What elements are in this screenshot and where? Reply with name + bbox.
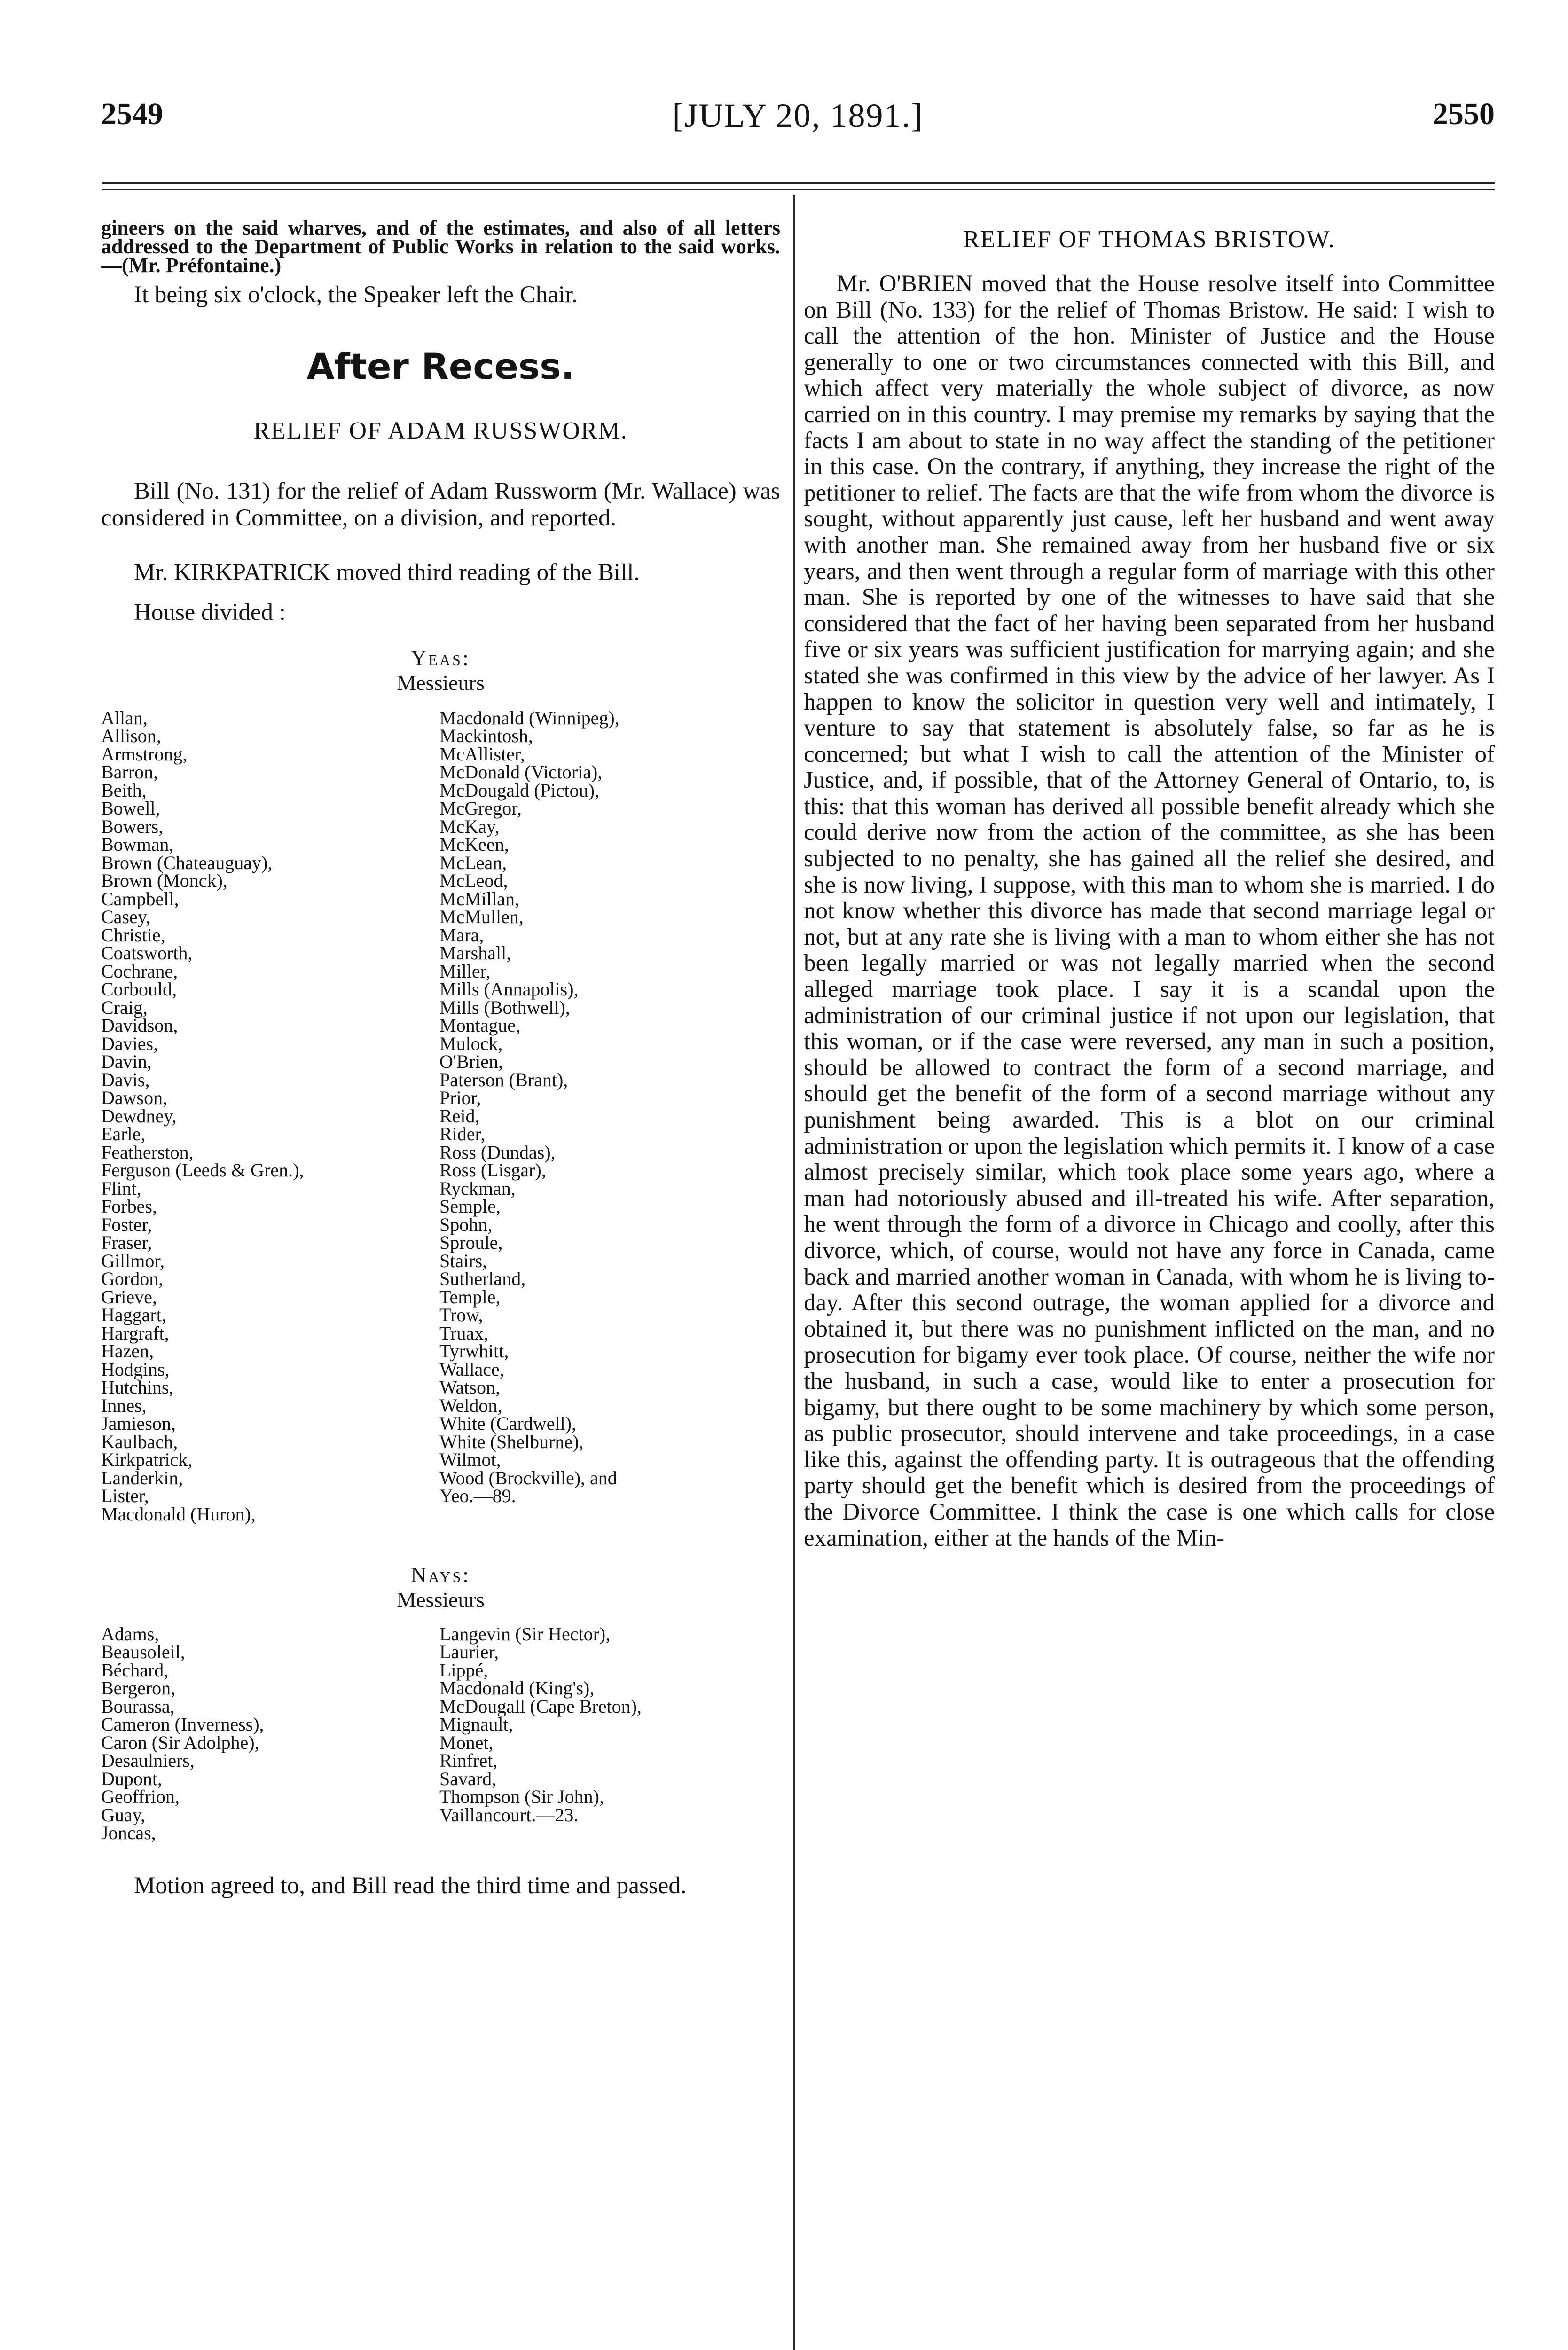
member-name: Allison, [101, 725, 161, 746]
member-name: Bowell, [101, 798, 160, 819]
member-name: Savard, [439, 1768, 497, 1789]
member-name: Forbes, [101, 1196, 157, 1217]
member-name: Paterson (Brant), [439, 1069, 568, 1090]
member-name: Earle, [101, 1123, 146, 1144]
member-name: Beith, [101, 779, 147, 801]
member-name: Davies, [101, 1033, 158, 1054]
member-name: Ross (Lisgar), [439, 1159, 546, 1181]
member-name: Hargraft, [101, 1322, 169, 1344]
member-name: Hodgins, [101, 1358, 170, 1380]
member-name: Macdonald (Winnipeg), [439, 707, 619, 728]
member-name: Watson, [439, 1377, 500, 1398]
member-name: Wood (Brockville), and [439, 1467, 617, 1488]
member-name: Innes, [101, 1394, 147, 1416]
member-name: Casey, [101, 906, 151, 927]
member-name: Ryckman, [439, 1177, 516, 1199]
member-name: Craig, [101, 996, 148, 1018]
header-rule-bottom [102, 189, 1495, 190]
member-name: Tyrwhitt, [439, 1340, 509, 1362]
member-name: Sproule, [439, 1232, 503, 1253]
member-name: White (Cardwell), [439, 1413, 576, 1434]
member-name: Hutchins, [101, 1377, 174, 1398]
member-name: Mackintosh, [439, 725, 533, 746]
member-name: Foster, [101, 1214, 152, 1235]
bristow-heading: RELIEF OF THOMAS BRISTOW. [963, 226, 1335, 253]
kirkpatrick-paragraph: Mr. KIRKPATRICK moved third reading of the Bill. [134, 559, 640, 586]
member-name: Thompson (Sir John), [439, 1786, 604, 1807]
member-name: Wallace, [439, 1358, 504, 1380]
member-name: Davidson, [101, 1015, 178, 1036]
member-name: Monet, [439, 1731, 494, 1753]
motion-paragraph: Motion agreed to, and Bill read the third time and passed. [134, 1872, 687, 1899]
member-name: Wilmot, [439, 1449, 501, 1470]
member-name: Mills (Bothwell), [439, 996, 570, 1018]
member-name: Armstrong, [101, 743, 188, 765]
header-rule-top [102, 182, 1495, 184]
member-name: McDougald (Pictou), [439, 779, 599, 801]
member-name: Bowman, [101, 834, 174, 855]
member-name: Featherston, [101, 1141, 194, 1163]
nays-label: Nays: [410, 1562, 471, 1587]
member-name: McGregor, [439, 798, 522, 819]
member-name: McKeen, [439, 834, 509, 855]
member-name: Brown (Monck), [101, 870, 227, 891]
six-oclock-paragraph: It being six o'clock, the Speaker left the Chair. [134, 282, 578, 308]
member-name: Mills (Annapolis), [439, 979, 579, 1000]
member-name: Langevin (Sir Hector), [439, 1623, 611, 1645]
member-name: Macdonald (Huron), [101, 1503, 256, 1525]
member-name: Adams, [101, 1623, 159, 1645]
bristow-body: Mr. O'BRIEN moved that the House resolve itself into Committee on Bill (No. 133) for the relief of Thomas Bristow. He said: I wish to call the attention of the hon. Minister of Justice and the House generally to one or two circumstances connected with this Bill, and which affect very materially the whole subject of divorce, as now carried on in this country. I may premise my remarks by saying that the facts I am about to state in no way affect the standing of the petitioner in this case. On the contrary, if anything, they increase the right of the petitioner to relief. The facts are that the wife from whom the divorce is sought, without apparently just cause, left her husband and went away with another man. She remained away from her husband five or six years, and then went through a regular form of marriage with this other man. She is reported by one of the witnesses to have said that she considered that the fact of her having been separated from her husband five or six years was sufficient justification for marrying again; and she stated she was confirmed in this view by the advice of her lawyer. As I happen to know the solicitor in question very well and intimately, I venture to say that statement is absolutely false, so far as he is concerned; but what I wish to call the attention of the Minister of Justice, and, if possible, that of the Attorney General of Ontario, to, is this: that this woman has derived all possible benefit already which she could derive now from the action of the committee, as she has been subjected to no penalty, she has gained all the relief she desired, and she is now living, I suppose, with this man to whom she is married. I do not know whether this divorce has made that second marriage legal or not, but at any rate she is living with a man to whom either she has not been legally married or was not legally married when the second alleged marriage took place. I say it is a scandal upon the administration of our criminal justice if not upon our legislation, that this woman, or if the case were reversed, any man in such a position, should be allowed to contract the form of a second marriage, and should get the benefit of the form of a second marriage without any punishment being awarded. This is a blot on our criminal administration or upon the legislation which permits it. I know of a case almost precisely similar, which took place some years ago, where a man had notoriously abused and ill-treated his wife. After separation, he went through the form of a divorce in Chicago and coolly, after this divorce, which, of course, would not have any force in Canada, came back and married another woman in Canada, with whom he is living to-day. After this second outrage, the woman applied for a divorce and obtained it, but there was no punishment inflicted on the man, and no prosecution for bigamy ever took place. Of course, neither the wife nor the husband, in such a case, would like to enter a prosecution for bigamy, but there ought to be some machinery by which some person, as public prosecutor, should intervene and take proceedings, in a case like this, against the offending party. It is outrageous that the offending party should get the benefit which is desired from the proceedings of the Divorce Committee. I think the case is one which calls for close examination, either at the hands of the Min- [804, 271, 1495, 1551]
member-name: Dupont, [101, 1768, 162, 1789]
right-page-number: 2550 [1433, 97, 1495, 131]
nays-list [101, 1625, 780, 1846]
left-column [101, 216, 780, 1899]
member-name: Dewdney, [101, 1105, 177, 1127]
member-name: McMillan, [439, 888, 519, 909]
member-name: Caron (Sir Adolphe), [101, 1731, 259, 1753]
house-divided-line: House divided : [134, 599, 286, 626]
member-name: McLean, [439, 852, 507, 873]
member-name: Dawson, [101, 1087, 168, 1108]
member-name: Mara, [439, 924, 484, 946]
member-name: Yeo.—89. [439, 1485, 516, 1506]
nays-messieurs: Messieurs [397, 1587, 485, 1612]
member-name: Vaillancourt.—23. [439, 1804, 579, 1825]
member-name: Allan, [101, 707, 148, 728]
member-name: Rider, [439, 1123, 486, 1144]
member-name: Laurier, [439, 1641, 499, 1662]
member-name: Desaulniers, [101, 1750, 195, 1771]
member-name: Marshall, [439, 942, 511, 964]
member-name: Macdonald (King's), [439, 1677, 595, 1699]
member-name: Campbell, [101, 888, 179, 909]
member-name: Davis, [101, 1069, 150, 1090]
nays-column-1 [101, 1625, 439, 1842]
member-name: Miller, [439, 960, 491, 982]
member-name: White (Shelburne), [439, 1431, 584, 1452]
member-name: Landerkin, [101, 1467, 183, 1488]
russworm-heading: RELIEF OF ADAM RUSSWORM. [253, 417, 628, 444]
yeas-column-2 [439, 709, 780, 1505]
member-name: Flint, [101, 1177, 141, 1199]
member-name: Weldon, [439, 1394, 502, 1416]
member-name: Haggart, [101, 1304, 166, 1325]
member-name: Davin, [101, 1051, 152, 1072]
intro-paragraph: gineers on the said wharves, and of the estimates, and also of all letters addressed to the Department of Public Works in relation to the said works.—(Mr. Préfontaine.) [101, 216, 780, 277]
member-name: Montague, [439, 1015, 521, 1036]
member-name: Béchard, [101, 1659, 169, 1681]
member-name: Lippé, [439, 1659, 488, 1681]
member-name: Bourassa, [101, 1695, 175, 1717]
member-name: Cochrane, [101, 960, 178, 982]
member-name: McDougall (Cape Breton), [439, 1695, 642, 1717]
member-name: Semple, [439, 1196, 501, 1217]
member-name: Ross (Dundas), [439, 1141, 556, 1163]
member-name: Guay, [101, 1804, 146, 1825]
member-name: Coatsworth, [101, 942, 193, 964]
member-name: Gillmor, [101, 1250, 165, 1271]
member-name: Truax, [439, 1322, 489, 1344]
member-name: Brown (Chateauguay), [101, 852, 273, 873]
member-name: Spohn, [439, 1214, 493, 1235]
member-name: Grieve, [101, 1286, 157, 1308]
yeas-column-1 [101, 709, 439, 1524]
member-name: Temple, [439, 1286, 501, 1308]
member-name: Bergeron, [101, 1677, 176, 1699]
member-name: McDonald (Victoria), [439, 761, 603, 783]
after-recess-heading: After Recess. [306, 345, 575, 387]
member-name: McAllister, [439, 743, 525, 765]
member-name: Mulock, [439, 1033, 503, 1054]
member-name: Sutherland, [439, 1268, 526, 1289]
yeas-label: Yeas: [411, 645, 470, 670]
member-name: Prior, [439, 1087, 481, 1108]
member-name: Kirkpatrick, [101, 1449, 193, 1470]
page-date: [JULY 20, 1891.] [672, 97, 924, 134]
member-name: Cameron (Inverness), [101, 1714, 264, 1735]
member-name: Barron, [101, 761, 158, 783]
member-name: Jamieson, [101, 1413, 176, 1434]
member-name: McKay, [439, 815, 500, 837]
member-name: Beausoleil, [101, 1641, 185, 1662]
member-name: Corbould, [101, 979, 177, 1000]
member-name: Gordon, [101, 1268, 164, 1289]
member-name: Joncas, [101, 1822, 156, 1843]
russworm-bill-paragraph: Bill (No. 131) for the relief of Adam Russworm (Mr. Wallace) was considered in Committee, on a division, and reported. [101, 478, 780, 531]
member-name: Fraser, [101, 1232, 152, 1253]
member-name: Christie, [101, 924, 165, 946]
member-name: Reid, [439, 1105, 480, 1127]
member-name: Mignault, [439, 1714, 513, 1735]
right-column [804, 219, 1495, 1551]
yeas-messieurs: Messieurs [397, 670, 485, 695]
member-name: Kaulbach, [101, 1431, 178, 1452]
yeas-list [101, 709, 780, 1543]
left-page-number: 2549 [101, 97, 163, 131]
page-header [101, 96, 1495, 143]
member-name: Trow, [439, 1304, 483, 1325]
member-name: McMullen, [439, 906, 524, 927]
member-name: Ferguson (Leeds & Gren.), [101, 1159, 304, 1181]
member-name: Rinfret, [439, 1750, 498, 1771]
column-divider [793, 195, 795, 2350]
member-name: Bowers, [101, 815, 164, 837]
member-name: Hazen, [101, 1340, 154, 1362]
member-name: O'Brien, [439, 1051, 503, 1072]
member-name: Geoffrion, [101, 1786, 180, 1807]
member-name: Lister, [101, 1485, 149, 1506]
member-name: Stairs, [439, 1250, 487, 1271]
member-name: McLeod, [439, 870, 508, 891]
nays-column-2 [439, 1625, 780, 1825]
